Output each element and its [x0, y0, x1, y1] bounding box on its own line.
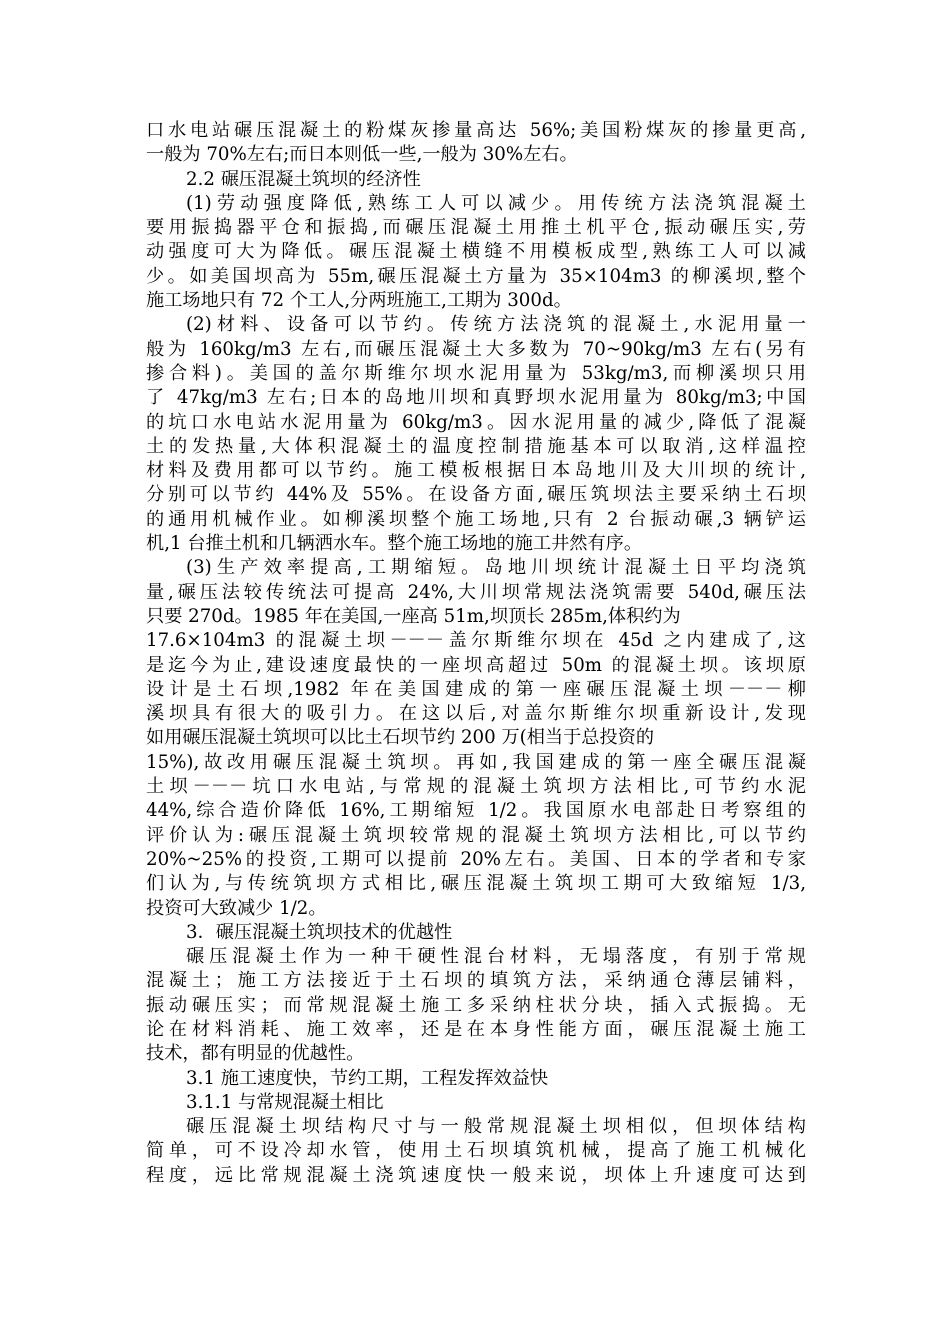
- text-line: 的坑口水电站水泥用量为 60kg/m3。因水泥用量的减少,降低了混凝: [146, 411, 806, 433]
- text-line: 只要 270d。1985 年在美国,一座高 51m,坝顶长 285m,体积约为: [146, 605, 681, 627]
- text-line: 般为 160kg/m3 左右,而碾压混凝土大多数为 70~90kg/m3 左右(另有: [146, 338, 806, 360]
- text-line: 们认为,与传统筑坝方式相比,碾压混凝土筑坝工期可大致缩短 1/3,: [146, 873, 806, 895]
- text-line: 3.1.1 与常规混凝土相比: [186, 1091, 384, 1113]
- text-line: 评价认为:碾压混凝土筑坝较常规的混凝土筑坝方法相比,可以节约: [146, 824, 806, 846]
- text-line: (1)劳动强度降低,熟练工人可以减少。用传统方法浇筑混凝土: [186, 192, 806, 214]
- text-line: 碾压混凝土坝结构尺寸与一般常规混凝土坝相似，但坝体结构: [186, 1116, 806, 1138]
- text-line: 3.1 施工速度快，节约工期，工程发挥效益快: [186, 1067, 549, 1089]
- text-line: 土坝－－－坑口水电站,与常规的混凝土筑坝方法相比,可节约水泥: [146, 776, 806, 798]
- text-line: 2.2 碾压混凝土筑坝的经济性: [186, 168, 421, 190]
- text-line: 44%,综合造价降低 16%,工期缩短 1/2。我国原水电部赴日考察组的: [146, 800, 806, 822]
- text-line: 20%~25%的投资,工期可以提前 20%左右。美国、日本的学者和专家: [146, 848, 806, 870]
- text-line: (3)生产效率提高,工期缩短。岛地川坝统计混凝土日平均浇筑: [186, 557, 806, 579]
- document-page: [146, 119, 806, 1188]
- text-line: 溪坝具有很大的吸引力。在这以后,对盖尔斯维尔坝重新设计,发现: [146, 703, 806, 725]
- text-line: 如用碾压混凝土筑坝可以比土石坝节约 200 万(相当于总投资的: [146, 727, 655, 749]
- text-line: 投资可大致减少 1/2。: [146, 897, 327, 919]
- text-line: 材料及费用都可以节约。施工模板根据日本岛地川及大川坝的统计,: [146, 460, 806, 482]
- text-line: 振动碾压实；而常规混凝土施工多采纳柱状分块，插入式振捣。无: [146, 994, 806, 1016]
- text-line: 动强度可大为降低。碾压混凝土横缝不用模板成型,熟练工人可以减: [146, 241, 806, 263]
- text-line: 程度，远比常规混凝土浇筑速度快一般来说，坝体上升速度可达到: [146, 1164, 806, 1186]
- text-line: 要用振捣器平仓和振捣,而碾压混凝土用推土机平仓,振动碾压实,劳: [146, 217, 806, 239]
- text-line: 3．碾压混凝土筑坝技术的优越性: [186, 921, 453, 943]
- text-line: 土的发热量,大体积混凝土的温度控制措施基本可以取消,这样温控: [146, 435, 806, 457]
- text-line: 碾压混凝土作为一种干硬性混台材料，无塌落度，有别于常规: [186, 946, 806, 968]
- text-line: 掺合料)。美国的盖尔斯维尔坝水泥用量为 53kg/m3,而柳溪坝只用: [146, 362, 806, 384]
- text-line: 混凝土；施工方法接近于土石坝的填筑方法，采纳通仓薄层铺料，: [146, 970, 806, 992]
- text-line: 量,碾压法较传统法可提高 24%,大川坝常规法浇筑需要 540d,碾压法: [146, 581, 806, 603]
- text-line: 的通用机械作业。如柳溪坝整个施工场地,只有 2 台振动碾,3 辆铲运: [146, 508, 806, 530]
- text-line: 少。如美国坝高为 55m,碾压混凝土方量为 35×104m3 的柳溪坝,整个: [146, 265, 806, 287]
- text-line: 15%),故改用碾压混凝土筑坝。再如,我国建成的第一座全碾压混凝: [146, 751, 806, 773]
- text-line: 17.6×104m3 的混凝土坝－－－盖尔斯维尔坝在 45d 之内建成了,这: [146, 630, 806, 652]
- text-line: 一般为 70%左右;而日本则低一些,一般为 30%左右。: [146, 144, 578, 166]
- text-line: 机,1 台推土机和几辆洒水车。整个施工场地的施工井然有序。: [146, 533, 643, 555]
- text-line: 口水电站碾压混凝土的粉煤灰掺量高达 56%;美国粉煤灰的掺量更高,: [146, 120, 806, 141]
- text-line: 技术，都有明显的优越性。: [146, 1043, 365, 1065]
- text-line: 设计是土石坝,1982 年在美国建成的第一座碾压混凝土坝－－－柳: [146, 678, 806, 700]
- text-line: 施工场地只有 72 个工人,分两班施工,工期为 300d。: [146, 290, 572, 312]
- text-line: 了 47kg/m3 左右;日本的岛地川坝和真野坝水泥用量为 80kg/m3;中国: [146, 387, 806, 409]
- text-line: 是迄今为止,建设速度最快的一座坝高超过 50m 的混凝土坝。该坝原: [146, 654, 806, 676]
- text-line: 论在材料消耗、施工效率，还是在本身性能方面，碾压混凝土施工: [146, 1018, 806, 1040]
- text-line: 简单，可不设冷却水管，使用土石坝填筑机械，提高了施工机械化: [146, 1140, 806, 1162]
- text-line: 分别可以节约 44%及 55%。在设备方面,碾压筑坝法主要采纳土石坝: [146, 484, 806, 506]
- text-line: (2)材料、设备可以节约。传统方法浇筑的混凝土,水泥用量一: [186, 314, 806, 336]
